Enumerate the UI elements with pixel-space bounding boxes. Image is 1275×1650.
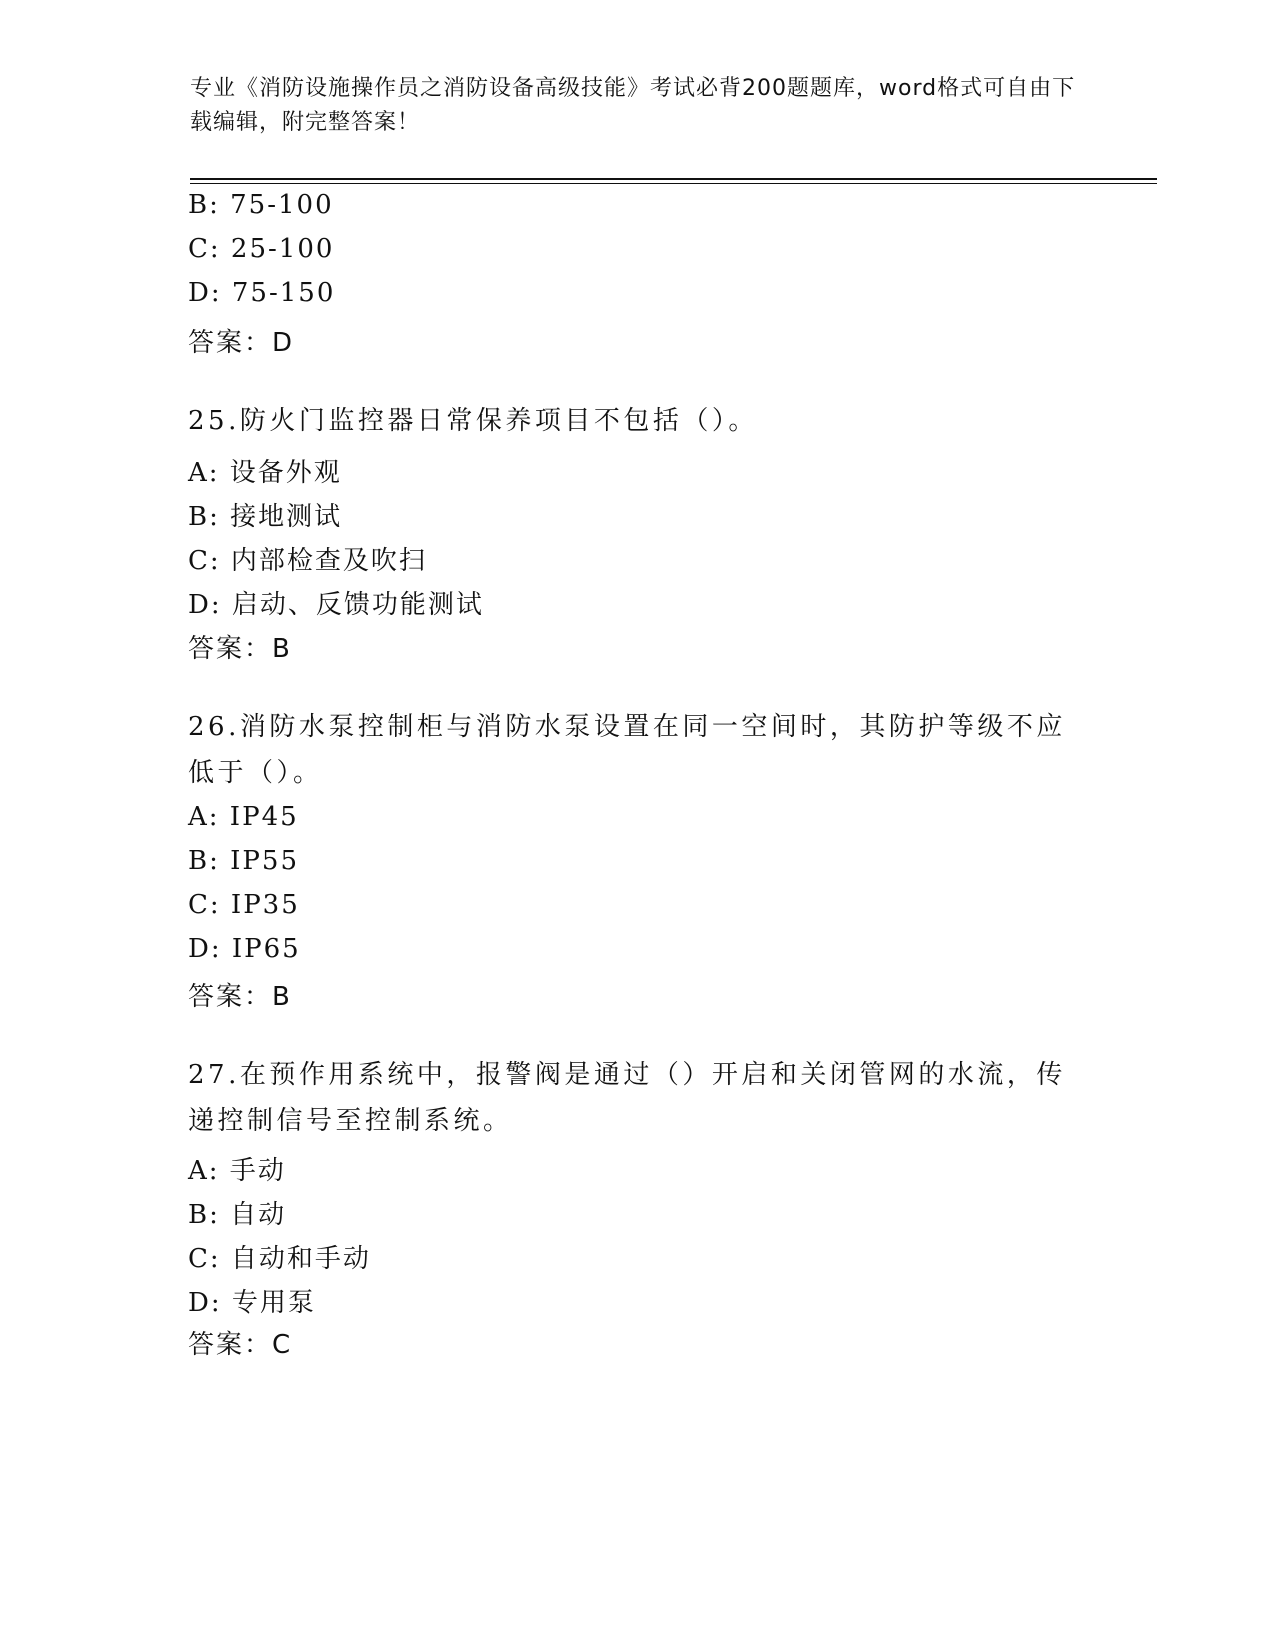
option-a: A: 设备外观 <box>188 458 342 488</box>
option-b: B: 接地测试 <box>188 502 343 532</box>
question-text: 27.在预作用系统中，报警阀是通过（）开启和关闭管网的水流，传递控制信号至控制系统。 <box>188 1060 1066 1136</box>
question-text: 25.防火门监控器日常保养项目不包括（）。 <box>188 406 758 436</box>
header-divider-thin <box>190 183 1157 184</box>
option-d: D: 专用泵 <box>188 1288 316 1318</box>
answer-label: 答案：B <box>188 634 292 664</box>
answer-label: 答案：D <box>188 328 295 358</box>
option-d: D: 75-150 <box>188 278 336 308</box>
option-d: D: IP65 <box>188 934 301 964</box>
answer-label: 答案：C <box>188 1330 293 1360</box>
option-b: B: IP55 <box>188 846 299 876</box>
option-c: C: IP35 <box>188 890 300 920</box>
option-b: B: 75-100 <box>188 190 334 220</box>
header-divider-thick <box>190 178 1157 180</box>
option-a: A: IP45 <box>188 802 299 832</box>
option-c: C: 内部检查及吹扫 <box>188 546 427 576</box>
option-a: A: 手动 <box>188 1156 286 1186</box>
option-c: C: 自动和手动 <box>188 1244 371 1274</box>
option-b: B: 自动 <box>188 1200 287 1230</box>
answer-label: 答案：B <box>188 982 292 1012</box>
option-c: C: 25-100 <box>188 234 335 264</box>
option-d: D: 启动、反馈功能测试 <box>188 590 484 620</box>
question-text: 26.消防水泵控制柜与消防水泵设置在同一空间时，其防护等级不应低于（）。 <box>188 712 1066 788</box>
document-header: 专业《消防设施操作员之消防设备高级技能》考试必背200题题库，word格式可自由下载编辑，附完整答案！ <box>190 76 1076 135</box>
